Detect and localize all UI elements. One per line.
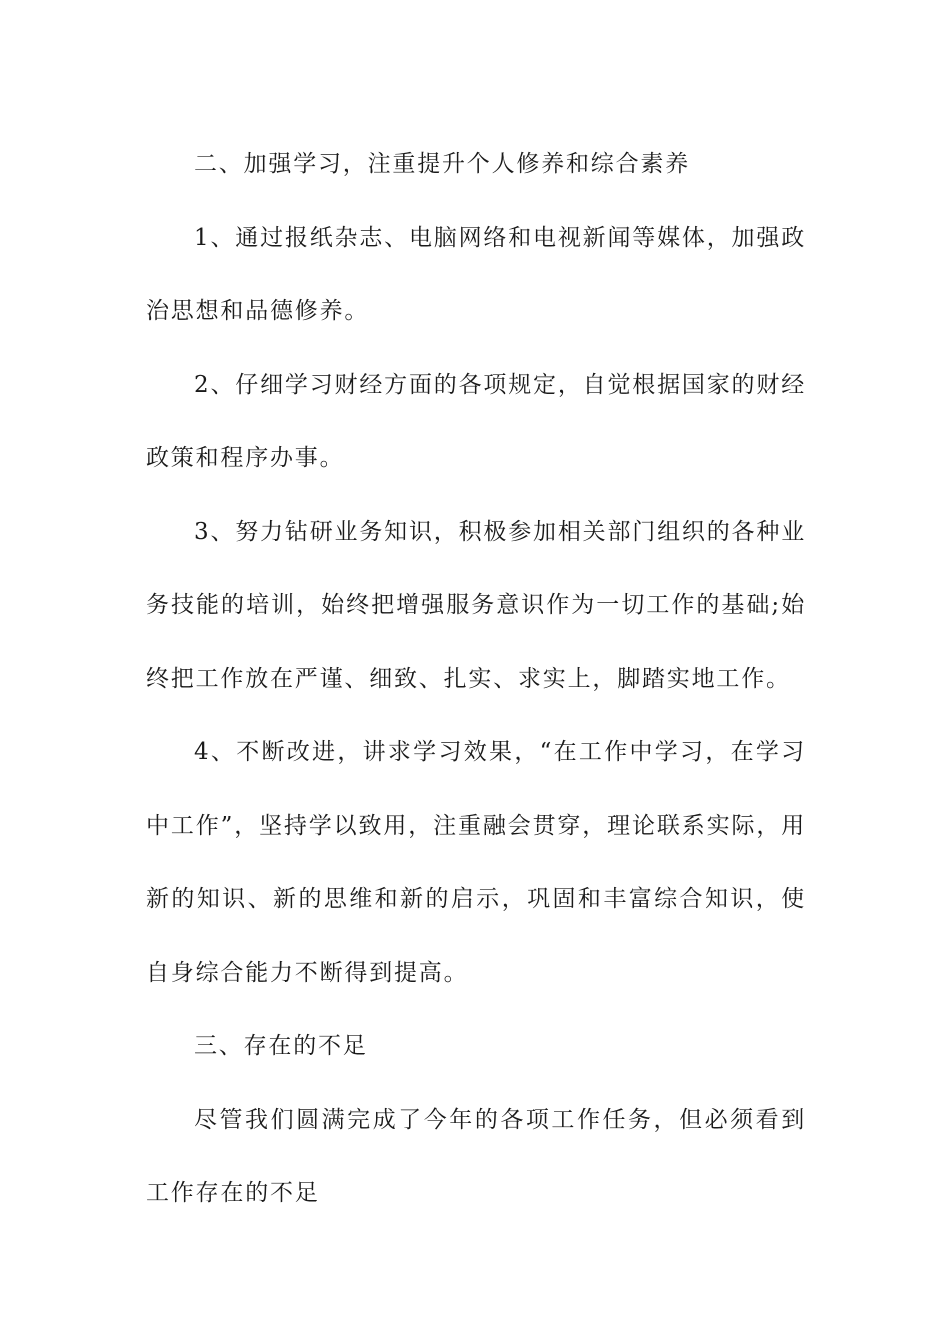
document-body [146,128,806,1231]
section-heading-study: 二、加强学习，注重提升个人修养和综合素养 [194,151,690,177]
paragraph-shortcomings: 尽管我们圆满完成了今年的各项工作任务，但必须看到工作存在的不足 [146,1106,806,1206]
paragraph-item-2: 2、仔细学习财经方面的各项规定，自觉根据国家的财经政策和程序办事。 [146,371,806,471]
section-heading-shortcomings: 三、存在的不足 [194,1033,368,1059]
paragraph-item-3: 3、努力钻研业务知识，积极参加相关部门组织的各种业务技能的培训，始终把增强服务意识作为一切工作的基础;始终把工作放在严谨、细致、扎实、求实上，脚踏实地工作。 [146,518,806,692]
paragraph-item-4: 4、不断改进，讲求学习效果，“在工作中学习，在学习中工作”，坚持学以致用，注重融会贯穿，理论联系实际，用新的知识、新的思维和新的启示，巩固和丰富综合知识，使自身综合能力不断得到提高。 [146,739,806,986]
paragraph-item-1: 1、通过报纸杂志、电脑网络和电视新闻等媒体，加强政治思想和品德修养。 [146,224,806,324]
